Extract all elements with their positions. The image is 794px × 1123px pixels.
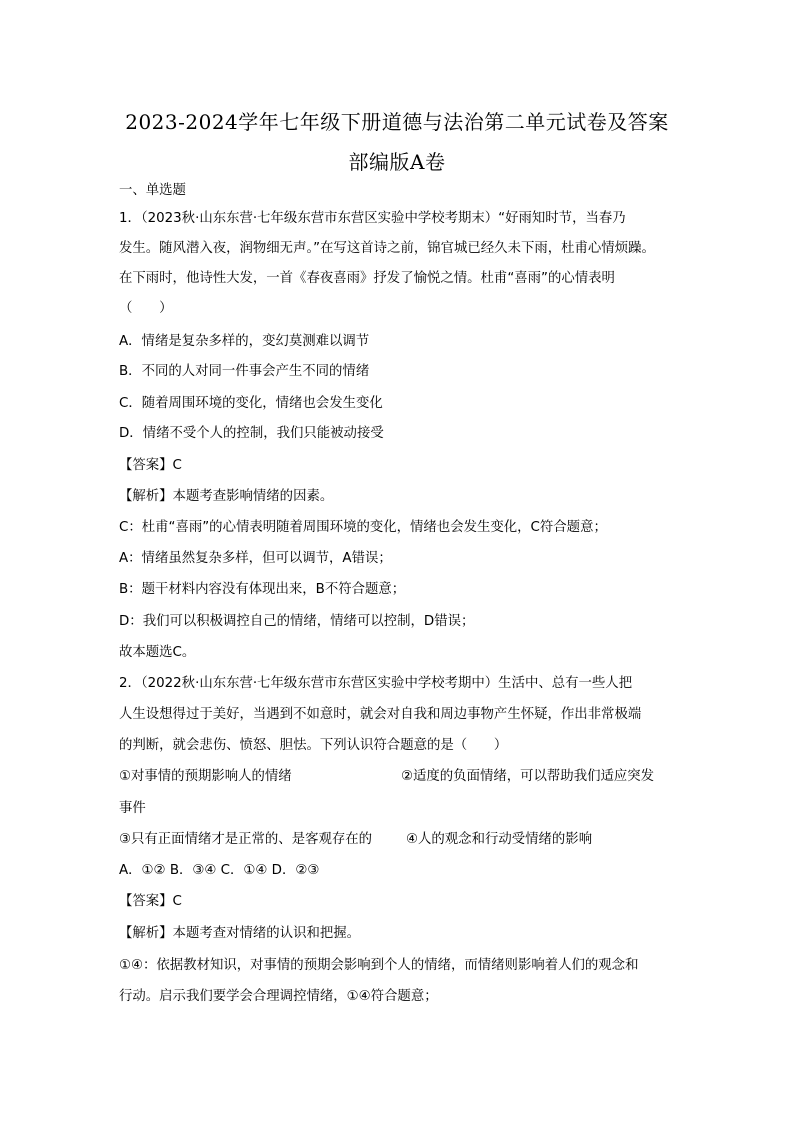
question-2-analysis-line: 行动。启示我们要学会合理调控情绪，①④符合题意； (119, 989, 438, 1004)
question-2-options: A．①② B．③④ C．①④ D．②③ (119, 863, 320, 878)
question-1-answer-blank: （ ） (119, 301, 173, 316)
question-1-analysis-line: C：杜甫“喜雨”的心情表明随着周围环境的变化，情绪也会发生变化，C符合题意； (119, 520, 607, 535)
statement-2: ②适度的负面情绪，可以帮助我们适应突发 (401, 769, 655, 784)
question-2-stem-line: 2．（2022秋·山东东营·七年级东营市东营区实验中学校考期中）生活中、总有一些人把 (119, 676, 633, 691)
question-2-statements-row-2 (119, 831, 699, 849)
statement-4: ④人的观念和行动受情绪的影响 (406, 832, 593, 847)
question-2-analysis-line: 【解析】本题考查对情绪的认识和把握。 (119, 926, 361, 941)
question-2-answer: 【答案】C (119, 894, 182, 909)
question-1-stem-line: 发生。随风潜入夜，润物细无声。”在写这首诗之前，锦官城已经久未下雨，杜甫心情烦躁。 (119, 241, 655, 256)
section-heading: 一、单选题 (119, 183, 186, 198)
question-1-analysis-line: 故本题选C。 (119, 645, 196, 660)
question-2-analysis-line: ①④：依据教材知识，对事情的预期会影响到个人的情绪，而情绪则影响着人们的观念和 (119, 958, 639, 973)
question-1-analysis-line: 【解析】本题考查影响情绪的因素。 (119, 489, 334, 504)
question-1-stem-line: 在下雨时，他诗性大发，一首《春夜喜雨》抒发了愉悦之情。杜甫“喜雨”的心情表明 (119, 271, 615, 286)
document-subtitle: 部编版A卷 (348, 150, 446, 174)
question-1-answer: 【答案】C (119, 458, 182, 473)
question-2-statements-row-1 (119, 768, 699, 786)
question-1-option-d: D．情绪不受个人的控制，我们只能被动接受 (119, 426, 384, 441)
question-1-option-c: C．随着周围环境的变化，情绪也会发生变化 (119, 396, 383, 411)
question-2-stem-line: 人生设想得过于美好，当遇到不如意时，就会对自我和周边事物产生怀疑，作出非常极端 (119, 707, 642, 722)
question-2-stem-line: 的判断，就会悲伤、愤怒、胆怯。下列认识符合题意的是（ ） (119, 738, 508, 753)
statement-1: ①对事情的预期影响人的情绪 (119, 769, 292, 784)
question-1-option-a: A．情绪是复杂多样的，变幻莫测难以调节 (119, 334, 370, 349)
question-1-analysis-line: B：题干材料内容没有体现出来，B不符合题意； (119, 582, 406, 597)
question-1-stem-line: 1．（2023秋·山东东营·七年级东营市东营区实验中学校考期末）“好雨知时节，当春乃 (119, 211, 626, 226)
statement-3: ③只有正面情绪才是正常的、是客观存在的 (119, 832, 373, 847)
question-1-option-b: B．不同的人对同一件事会产生不同的情绪 (119, 364, 370, 379)
statement-2-continued: 事件 (119, 801, 146, 816)
document-title: 2023-2024学年七年级下册道德与法治第二单元试卷及答案 (125, 110, 669, 134)
question-1-analysis-line: A：情绪虽然复杂多样，但可以调节，A错误； (119, 551, 392, 566)
question-1-analysis-line: D：我们可以积极调控自己的情绪，情绪可以控制，D错误； (119, 614, 475, 629)
